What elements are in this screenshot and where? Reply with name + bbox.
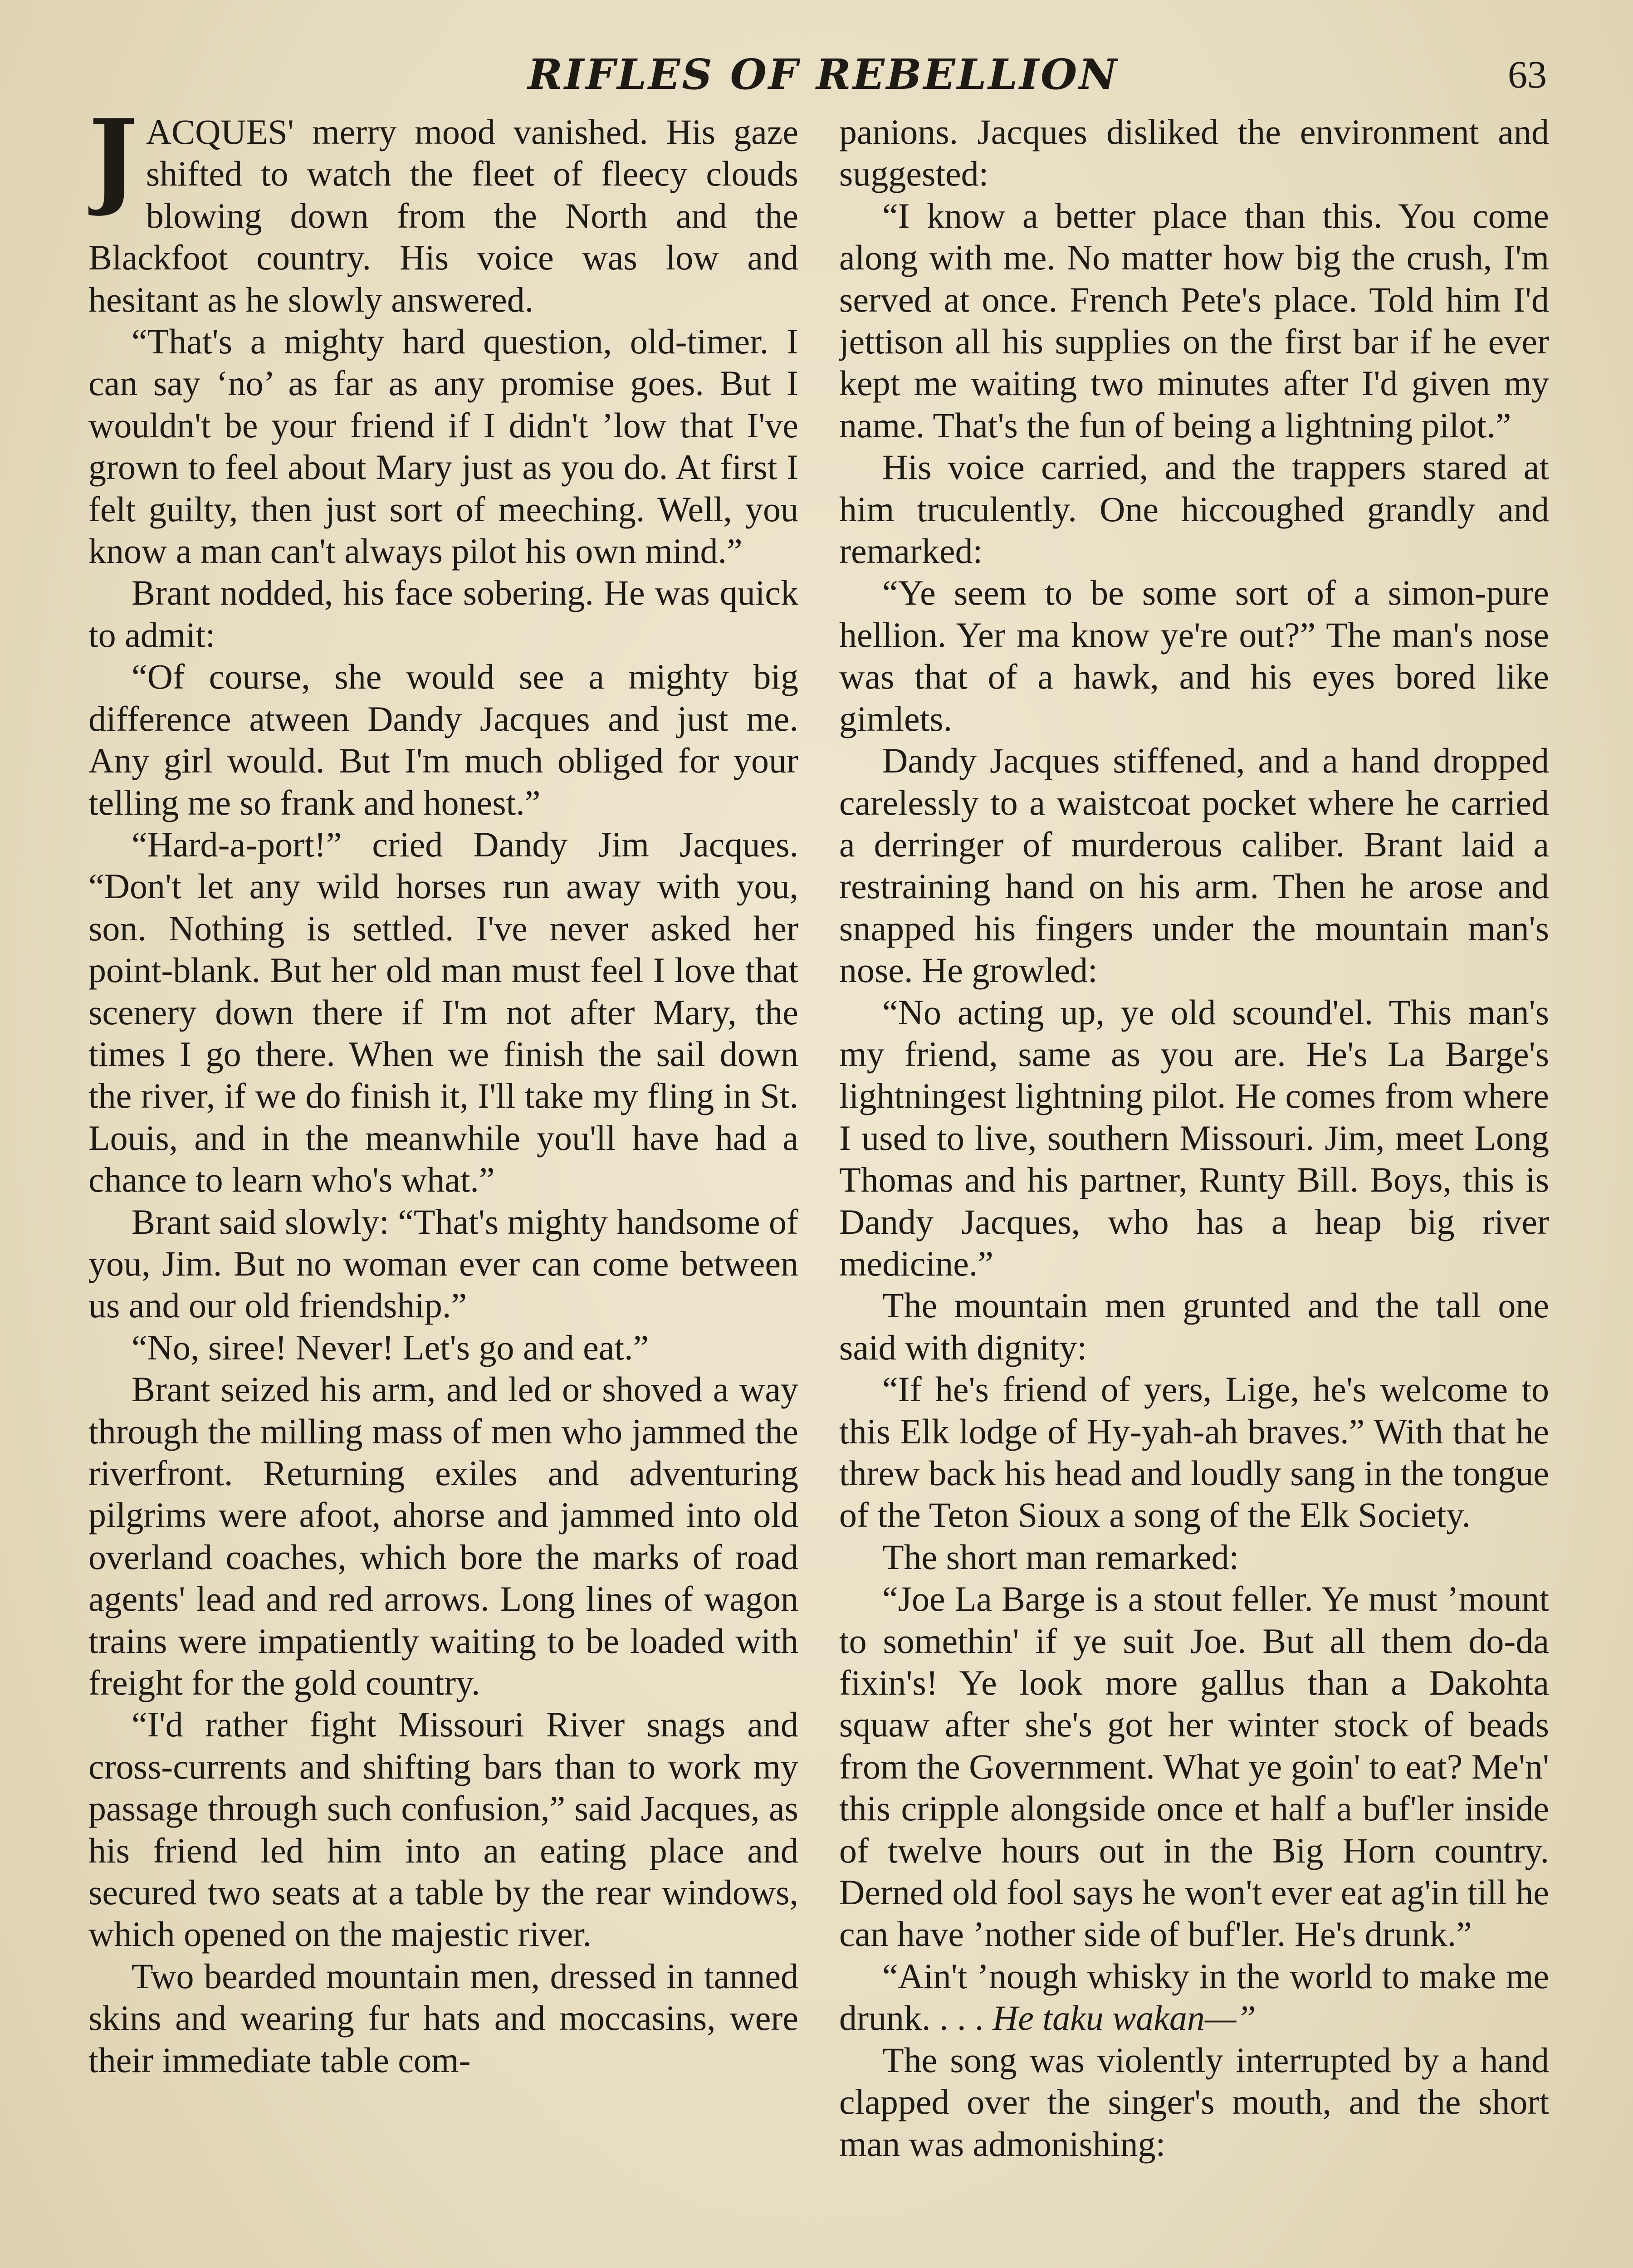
paragraph: Dandy Jacques stiffened, and a hand dropped carelessly to a waistcoat pocket where he carried a derringer of murderous caliber. Brant laid a restraining hand on his arm. Then he arose and snapped his fingers under the mountain man's nose. He growled: — [839, 741, 1549, 990]
paragraph: “Of course, she would see a mighty big difference atween Dandy Jacques and just me. Any girl would. But I'm much obliged for your telling me so frank and honest.” — [88, 657, 798, 822]
paragraph: “If he's friend of yers, Lige, he's welcome to this Elk lodge of Hy-yah-ah braves.” With that he threw back his head and loudly sang in the tongue of the Teton Sioux a song of the Elk Society. — [839, 1369, 1549, 1535]
paragraph: The mountain men grunted and the tall one said with dignity: — [839, 1286, 1549, 1367]
paragraph: “Joe La Barge is a stout feller. Ye must ’mount to somethin' if ye suit Joe. But all them do-da fixin's! Ye look more gallus than a Dakohta squaw after she's got her winter stock of beads from the Government. What ye goin' to eat? Me'n' this cripple alongside once et half a buf'ler inside of twelve hours out in the Big Horn country. Derned old fool says he won't ever eat ag'in till he can have ’nother side of buf'ler. He's drunk.” — [839, 1579, 1549, 1954]
paragraph: “I know a better place than this. You come along with me. No matter how big the crush, I'm served at once. French Pete's place. Told him I'd jettison all his supplies on the first bar if he ever kept me waiting two minutes after I'd given my name. That's the fun of being a lightning pilot.” — [839, 196, 1549, 445]
song-line-italic: He taku wakan—” — [992, 1998, 1256, 2038]
paragraph: His voice carried, and the trappers stared at him truculently. One hiccoughed grandly and remarked: — [839, 447, 1549, 571]
drop-cap: J — [88, 111, 138, 219]
opening-paragraph — [88, 111, 798, 321]
paragraph: “No acting up, ye old scound'el. This man's my friend, same as you are. He's La Barge's lightningest lightning pilot. He comes from where I used to live, southern Missouri. Jim, meet Long Thomas and his partner, Runty Bill. Boys, this is Dandy Jacques, who has a heap big river medicine.” — [839, 992, 1549, 1283]
paragraph: “That's a mighty hard question, old-timer. I can say ‘no’ as far as any promise goes. But I wouldn't be your friend if I didn't ’low that I've grown to feel about Mary just as you do. At first I felt guilty, then just sort of meeching. Well, you know a man can't always pilot his own mind.” — [88, 322, 798, 571]
page-number: 63 — [1508, 53, 1547, 96]
opening-text: ACQUES' merry mood vanished. His gaze shifted to watch the fleet of fleecy clouds blowing down from the North and the Blackfoot country. His voice was low and hesitant as he slowly answered. — [88, 112, 798, 319]
paragraph: Two bearded mountain men, dressed in tanned skins and wearing fur hats and moccasins, were their immediate table com- — [88, 1956, 798, 2080]
paragraph: Brant said slowly: “That's mighty handsome of you, Jim. But no woman ever can come between us and our old friendship.” — [88, 1202, 798, 1325]
left-column — [88, 111, 798, 2268]
paragraph: “No, siree! Never! Let's go and eat.” — [132, 1327, 649, 1367]
paragraph: “Hard-a-port!” cried Dandy Jim Jacques. “Don't let any wild horses run away with you, son. Nothing is settled. I've never asked her point-blank. But her old man must feel I love that scenery down there if I'm not after Mary, the times I go there. When we finish the sail down the river, if we do finish it, I'll take my fling in St. Louis, and in the meanwhile you'll have had a chance to learn who's what.” — [88, 824, 798, 1200]
song-paragraph — [839, 1955, 1549, 2039]
paragraph: “I'd rather fight Missouri River snags and cross-currents and shifting bars than to work my passage through such confusion,” said Jacques, as his friend led him into an eating place and secured two seats at a table by the rear windows, which opened on the majestic river. — [88, 1705, 798, 1954]
story-title: RIFLES OF REBELLION — [528, 50, 1119, 99]
running-header — [82, 50, 1565, 109]
song-line-text: “Ain't ’nough whisky in the world to make me drunk. . . . — [839, 1956, 1549, 2038]
continued-paragraph: panions. Jacques disliked the environment and suggested: — [839, 112, 1549, 194]
paragraph: Brant nodded, his face sobering. He was quick to admit: — [88, 573, 798, 655]
paragraph: The short man remarked: — [882, 1537, 1239, 1577]
paragraph: “Ye seem to be some sort of a simon-pure hellion. Yer ma know ye're out?” The man's nose was that of a hawk, and his eyes bored like gimlets. — [839, 573, 1549, 738]
right-column — [839, 111, 1549, 2268]
paragraph: The song was violently interrupted by a hand clapped over the singer's mouth, and the short man was admonishing: — [839, 2040, 1549, 2164]
paragraph: Brant seized his arm, and led or shoved a way through the milling mass of men who jammed the riverfront. Returning exiles and adventuring pilgrims were afoot, ahorse and jammed into old overland coaches, which bore the marks of road agents' lead and red arrows. Long lines of wagon trains were impatiently waiting to be loaded with freight for the gold country. — [88, 1369, 798, 1703]
